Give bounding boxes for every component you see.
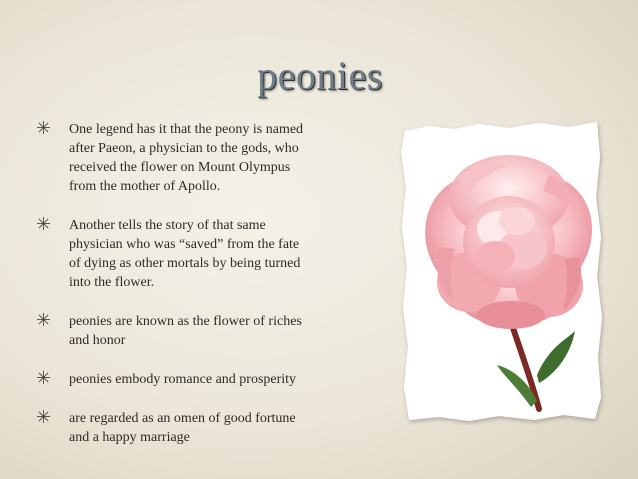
bullet-item <box>36 120 306 196</box>
bullet-item <box>36 370 306 389</box>
slide-title: peonies <box>257 53 383 98</box>
asterisk-bullet-icon: ✳ <box>36 407 52 427</box>
bullet-item <box>36 312 306 350</box>
asterisk-bullet-icon: ✳ <box>36 310 52 330</box>
bullet-item <box>36 409 306 447</box>
asterisk-bullet-icon: ✳ <box>36 118 52 138</box>
bullet-text: One legend has it that the peony is named after Paeon, a physician to the gods, who received the flower on Mount Olympus from the mother of Apollo. <box>69 122 304 194</box>
bullet-list <box>36 120 306 467</box>
pink-peony-photo <box>399 117 605 426</box>
bullet-text: Another tells the story of that same physician who was “saved” from the fate of dying as other mortals by being turned into the flower. <box>69 218 301 290</box>
bullet-text: are regarded as an omen of good fortune and a happy marriage <box>69 411 296 445</box>
bullet-text: peonies are known as the flower of riches and honor <box>69 314 302 348</box>
bullet-item <box>36 216 306 292</box>
asterisk-bullet-icon: ✳ <box>36 214 52 234</box>
bullet-text: peonies embody romance and prosperity <box>69 372 297 387</box>
asterisk-bullet-icon: ✳ <box>36 368 52 388</box>
